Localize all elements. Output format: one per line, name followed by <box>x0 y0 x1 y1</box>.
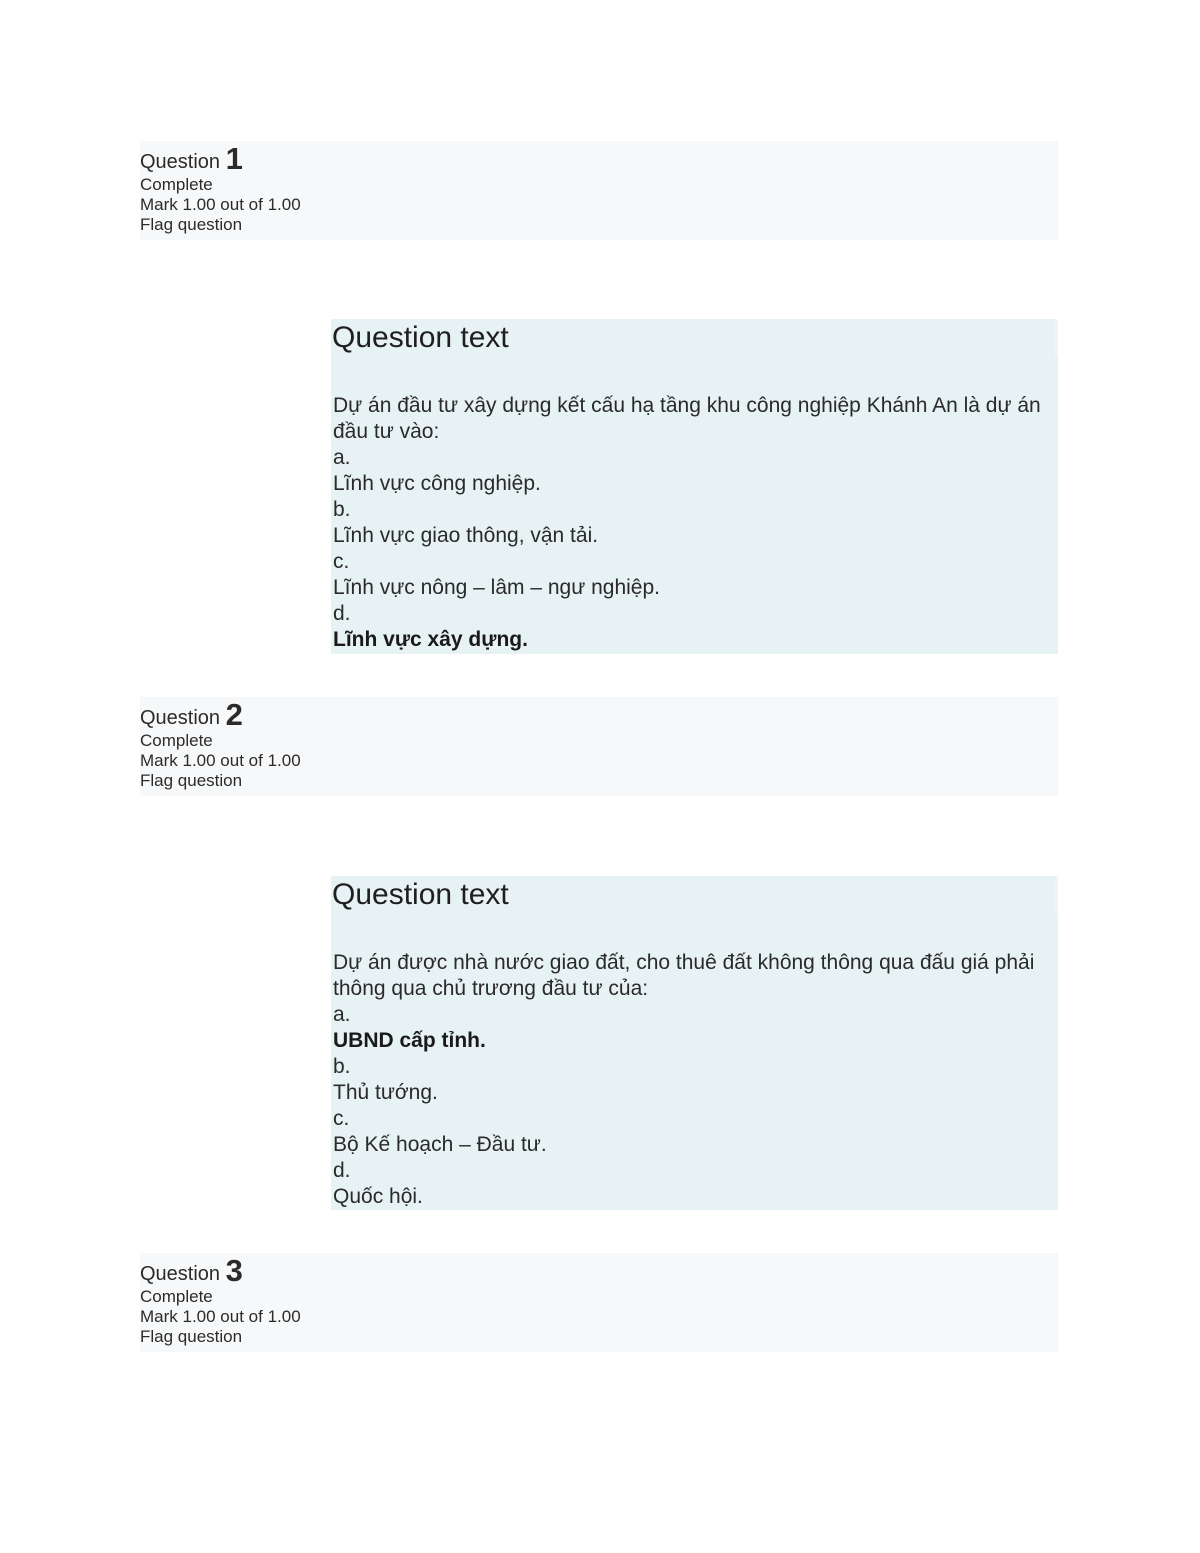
question-number <box>140 1253 1058 1288</box>
question-content-1 <box>331 319 1058 654</box>
answer-letter: b. <box>333 498 351 521</box>
question-prompt: Dự án đầu tư xây dựng kết cấu hạ tầng khu công nghiệp Khánh An là dự án đầu tư vào: <box>333 394 1041 443</box>
question-mark: Mark 1.00 out of 1.00 <box>140 751 301 770</box>
answer-option-selected[interactable]: Lĩnh vực xây dựng. <box>333 628 528 651</box>
answer-letter: d. <box>333 602 351 625</box>
question-prompt: Dự án được nhà nước giao đất, cho thuê đất không thông qua đấu giá phải thông qua chủ trương đầu tư của: <box>333 951 1035 1000</box>
answer-letter: a. <box>333 446 351 469</box>
question-text-header: Question text <box>331 319 1058 357</box>
question-mark: Mark 1.00 out of 1.00 <box>140 1307 301 1326</box>
answer-option[interactable]: Quốc hội. <box>333 1185 423 1208</box>
question-state: Complete <box>140 175 213 194</box>
question-text-header: Question text <box>331 876 1058 914</box>
question-label: Question <box>140 707 221 729</box>
flag-question-link[interactable]: Flag question <box>140 771 243 790</box>
question-state: Complete <box>140 1287 213 1306</box>
question-number <box>140 697 1058 732</box>
question-number-value: 3 <box>225 1253 243 1288</box>
answer-letter: a. <box>333 1003 351 1026</box>
answer-option[interactable]: Bộ Kế hoạch – Đầu tư. <box>333 1133 547 1156</box>
flag-question-link[interactable]: Flag question <box>140 1327 243 1346</box>
flag-question-link[interactable]: Flag question <box>140 215 243 234</box>
question-state: Complete <box>140 731 213 750</box>
question-number-value: 1 <box>225 141 243 176</box>
question-mark: Mark 1.00 out of 1.00 <box>140 195 301 214</box>
question-label: Question <box>140 1263 221 1285</box>
question-number-value: 2 <box>225 697 243 732</box>
answer-letter: d. <box>333 1159 351 1182</box>
answer-letter: c. <box>333 550 350 573</box>
answer-option-selected[interactable]: UBND cấp tỉnh. <box>333 1029 486 1052</box>
answer-option[interactable]: Lĩnh vực giao thông, vận tải. <box>333 524 599 547</box>
answer-letter: b. <box>333 1055 351 1078</box>
answer-option[interactable]: Thủ tướng. <box>333 1081 438 1104</box>
answer-letter: c. <box>333 1107 350 1130</box>
answer-option[interactable]: Lĩnh vực công nghiệp. <box>333 472 541 495</box>
question-content-2 <box>331 876 1058 1210</box>
question-label: Question <box>140 151 221 173</box>
question-info-3 <box>140 1253 1058 1352</box>
answer-option[interactable]: Lĩnh vực nông – lâm – ngư nghiệp. <box>333 576 660 599</box>
question-number <box>140 141 1058 176</box>
question-info-2 <box>140 697 1058 796</box>
question-info-1 <box>140 141 1058 240</box>
